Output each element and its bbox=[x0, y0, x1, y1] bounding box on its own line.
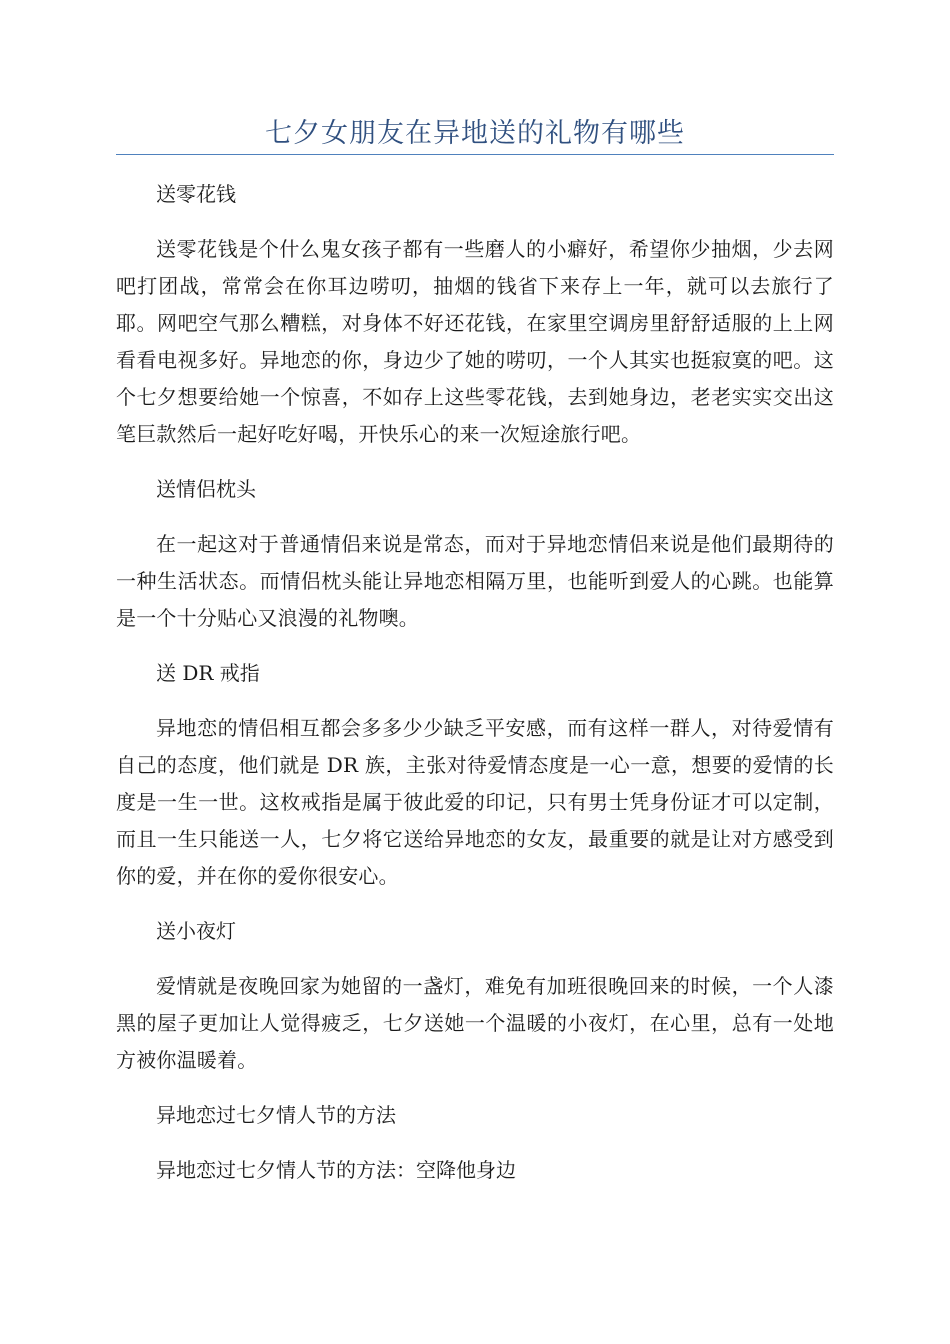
document-title: 七夕女朋友在异地送的礼物有哪些 bbox=[265, 118, 685, 149]
section-heading: 送小夜灯 bbox=[156, 919, 236, 943]
body-paragraph: 在一起这对于普通情侣来说是常态，而对于异地恋情侣来说是他们最期待的一种生活状态。而情侣枕头能让异地恋相隔万里，也能听到爱人的心跳。也能算是一个十分贴心又浪漫的礼物噢。 bbox=[116, 532, 834, 630]
body-paragraph: 送零花钱是个什么鬼女孩子都有一些磨人的小癖好，希望你少抽烟，少去网吧打团战，常常会在你耳边唠叨，抽烟的钱省下来存上一年，就可以去旅行了耶。网吧空气那么糟糕，对身体不好还花钱，在家里空调房里舒舒适服的上上网看看电视多好。异地恋的你，身边少了她的唠叨，一个人其实也挺寂寞的吧。这个七夕想要给她一个惊喜，不如存上这些零花钱，去到她身边，老老实实交出这笔巨款然后一起好吃好喝，开快乐心的来一次短途旅行吧。 bbox=[116, 237, 834, 446]
section-heading: 送 DR 戒指 bbox=[156, 661, 260, 685]
body-paragraph: 异地恋的情侣相互都会多多少少缺乏平安感，而有这样一群人，对待爱情有自己的态度，他们就是 DR 族，主张对待爱情态度是一心一意，想要的爱情的长度是一生一世。这枚戒指是属于彼此爱的印记，只有男士凭身份证才可以定制，而且一生只能送一人，七夕将它送给异地恋的女友，最重要的就是让对方感受到你的爱，并在你的爱你很安心。 bbox=[116, 716, 834, 888]
document-body bbox=[116, 176, 834, 1189]
section-heading: 异地恋过七夕情人节的方法 bbox=[156, 1103, 396, 1127]
section-heading: 送零花钱 bbox=[156, 182, 236, 206]
body-paragraph: 爱情就是夜晚回家为她留的一盏灯，难免有加班很晚回来的时候，一个人漆黑的屋子更加让人觉得疲乏，七夕送她一个温暖的小夜灯，在心里，总有一处地方被你温暖着。 bbox=[116, 974, 834, 1072]
section-heading: 异地恋过七夕情人节的方法：空降他身边 bbox=[156, 1158, 516, 1182]
title-underline bbox=[116, 154, 834, 155]
section-heading: 送情侣枕头 bbox=[156, 477, 256, 501]
